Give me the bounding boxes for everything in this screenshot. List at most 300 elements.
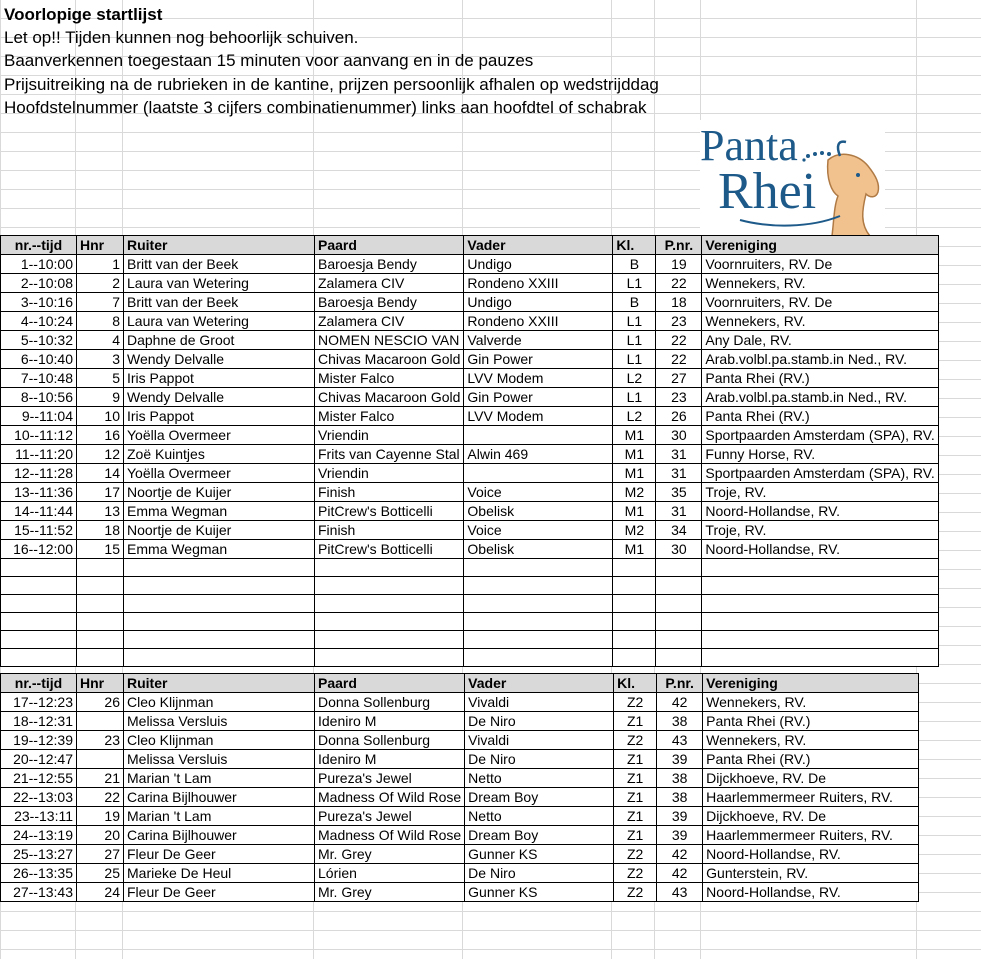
cell-nr-tijd[interactable]: 7--10:48 xyxy=(1,369,77,388)
cell-pnr[interactable]: 22 xyxy=(656,274,702,293)
cell-vader[interactable] xyxy=(464,464,613,483)
empty-cell[interactable] xyxy=(702,595,938,613)
cell-ruiter[interactable]: Wendy Delvalle xyxy=(124,350,315,369)
cell-ruiter[interactable]: Yoëlla Overmeer xyxy=(124,464,315,483)
cell-klasse[interactable]: L2 xyxy=(613,369,656,388)
cell-nr-tijd[interactable]: 25--13:27 xyxy=(1,845,77,864)
col-header-vereniging: Vereniging xyxy=(703,674,919,693)
cell-hnr[interactable]: 24 xyxy=(77,883,124,902)
cell-hnr[interactable]: 9 xyxy=(77,388,124,407)
empty-cell[interactable] xyxy=(124,559,315,577)
cell-paard[interactable]: Frits van Cayenne Stal xyxy=(315,445,464,464)
cell-vereniging[interactable]: Wennekers, RV. xyxy=(702,274,938,293)
cell-paard[interactable]: Lórien xyxy=(315,864,465,883)
empty-cell[interactable] xyxy=(464,613,613,631)
empty-cell[interactable] xyxy=(464,649,613,667)
cell-vereniging[interactable]: Troje, RV. xyxy=(702,483,938,502)
cell-nr-tijd[interactable]: 6--10:40 xyxy=(1,350,77,369)
cell-pnr[interactable]: 39 xyxy=(657,826,703,845)
empty-cell[interactable] xyxy=(656,559,702,577)
cell-pnr[interactable]: 30 xyxy=(656,540,702,559)
col-header-hnr: Hnr xyxy=(77,674,124,693)
cell-paard[interactable]: Madness Of Wild Rose xyxy=(315,788,465,807)
cell-pnr[interactable]: 39 xyxy=(657,807,703,826)
cell-vader[interactable]: Rondeno XXIII xyxy=(464,312,613,331)
table-row xyxy=(1,426,939,445)
empty-row xyxy=(1,577,939,595)
cell-vereniging[interactable]: Panta Rhei (RV.) xyxy=(703,750,919,769)
cell-klasse[interactable]: Z1 xyxy=(614,769,657,788)
cell-vader[interactable]: Vivaldi xyxy=(465,693,614,712)
empty-row xyxy=(1,631,939,649)
cell-nr-tijd[interactable]: 4--10:24 xyxy=(1,312,77,331)
empty-cell[interactable] xyxy=(656,613,702,631)
cell-klasse[interactable]: Z1 xyxy=(614,750,657,769)
cell-klasse[interactable]: M1 xyxy=(613,445,656,464)
cell-ruiter[interactable]: Emma Wegman xyxy=(124,540,315,559)
notice-line: Hoofdstelnummer (laatste 3 cijfers combinatienummer) links aan hoofdtel of schabrak xyxy=(4,98,647,117)
empty-cell[interactable] xyxy=(1,595,77,613)
cell-hnr[interactable]: 14 xyxy=(77,464,124,483)
cell-vereniging[interactable]: Sportpaarden Amsterdam (SPA), RV. xyxy=(702,426,938,445)
cell-vereniging[interactable]: Noord-Hollandse, RV. xyxy=(703,845,919,864)
cell-klasse[interactable]: M1 xyxy=(613,540,656,559)
cell-vader[interactable]: Gunner KS xyxy=(465,845,614,864)
cell-hnr[interactable]: 26 xyxy=(77,693,124,712)
cell-vader[interactable]: De Niro xyxy=(465,750,614,769)
empty-cell[interactable] xyxy=(613,595,656,613)
cell-vader[interactable]: Gin Power xyxy=(464,350,613,369)
empty-cell[interactable] xyxy=(77,649,124,667)
empty-cell[interactable] xyxy=(315,559,464,577)
cell-pnr[interactable]: 31 xyxy=(656,445,702,464)
cell-paard[interactable]: Vriendin xyxy=(315,464,464,483)
cell-ruiter[interactable]: Melissa Versluis xyxy=(124,750,315,769)
cell-vader[interactable]: Voice xyxy=(464,483,613,502)
cell-vader[interactable]: Undigo xyxy=(464,255,613,274)
cell-paard[interactable]: Baroesja Bendy xyxy=(315,255,464,274)
cell-vader[interactable]: Obelisk xyxy=(464,540,613,559)
cell-vader[interactable]: LVV Modem xyxy=(464,369,613,388)
cell-vader[interactable]: Voice xyxy=(464,521,613,540)
empty-cell[interactable] xyxy=(124,577,315,595)
cell-vader[interactable]: De Niro xyxy=(465,864,614,883)
cell-nr-tijd[interactable]: 12--11:28 xyxy=(1,464,77,483)
cell-hnr[interactable]: 3 xyxy=(77,350,124,369)
cell-paard[interactable]: Vriendin xyxy=(315,426,464,445)
cell-paard[interactable]: PitCrew's Botticelli xyxy=(315,540,464,559)
cell-ruiter[interactable]: Fleur De Geer xyxy=(124,883,315,902)
table-row xyxy=(1,731,919,750)
cell-klasse[interactable]: B xyxy=(613,293,656,312)
cell-klasse[interactable]: M2 xyxy=(613,483,656,502)
cell-paard[interactable]: Madness Of Wild Rose xyxy=(315,826,465,845)
empty-cell[interactable] xyxy=(77,559,124,577)
cell-vader[interactable]: Gunner KS xyxy=(465,883,614,902)
cell-nr-tijd[interactable]: 20--12:47 xyxy=(1,750,77,769)
cell-paard[interactable]: NOMEN NESCIO VAN xyxy=(315,331,464,350)
cell-hnr[interactable]: 25 xyxy=(77,864,124,883)
notice-line: Let op!! Tijden kunnen nog behoorlijk schuiven. xyxy=(4,28,359,47)
cell-hnr[interactable]: 27 xyxy=(77,845,124,864)
cell-pnr[interactable]: 23 xyxy=(656,388,702,407)
table-row xyxy=(1,788,919,807)
cell-paard[interactable]: Baroesja Bendy xyxy=(315,293,464,312)
empty-cell[interactable] xyxy=(702,559,938,577)
cell-hnr[interactable]: 12 xyxy=(77,445,124,464)
empty-cell[interactable] xyxy=(77,595,124,613)
col-header-klasse: Kl. xyxy=(614,674,657,693)
empty-cell[interactable] xyxy=(656,631,702,649)
cell-pnr[interactable]: 42 xyxy=(657,864,703,883)
cell-paard[interactable]: Ideniro M xyxy=(315,712,465,731)
cell-pnr[interactable]: 38 xyxy=(657,788,703,807)
empty-cell[interactable] xyxy=(613,559,656,577)
cell-pnr[interactable]: 22 xyxy=(656,331,702,350)
empty-cell[interactable] xyxy=(702,613,938,631)
cell-klasse[interactable]: M1 xyxy=(613,426,656,445)
cell-vereniging[interactable]: Haarlemmermeer Ruiters, RV. xyxy=(703,826,919,845)
empty-cell[interactable] xyxy=(77,613,124,631)
cell-pnr[interactable]: 43 xyxy=(657,731,703,750)
table-row xyxy=(1,293,939,312)
cell-vereniging[interactable]: Noord-Hollandse, RV. xyxy=(702,540,938,559)
cell-paard[interactable]: PitCrew's Botticelli xyxy=(315,502,464,521)
cell-hnr[interactable]: 2 xyxy=(77,274,124,293)
empty-cell[interactable] xyxy=(464,559,613,577)
cell-hnr[interactable]: 16 xyxy=(77,426,124,445)
cell-ruiter[interactable]: Laura van Wetering xyxy=(124,312,315,331)
empty-cell[interactable] xyxy=(1,649,77,667)
cell-klasse[interactable]: Z1 xyxy=(614,712,657,731)
cell-vereniging[interactable]: Arab.volbl.pa.stamb.in Ned., RV. xyxy=(702,388,938,407)
cell-vereniging[interactable]: Voornruiters, RV. De xyxy=(702,255,938,274)
cell-vereniging[interactable]: Wennekers, RV. xyxy=(702,312,938,331)
cell-vereniging[interactable]: Voornruiters, RV. De xyxy=(702,293,938,312)
cell-hnr[interactable]: 22 xyxy=(77,788,124,807)
cell-pnr[interactable]: 43 xyxy=(657,883,703,902)
cell-ruiter[interactable]: Cleo Klijnman xyxy=(124,693,315,712)
cell-pnr[interactable]: 18 xyxy=(656,293,702,312)
col-header-vader: Vader xyxy=(464,236,613,255)
cell-nr-tijd[interactable]: 16--12:00 xyxy=(1,540,77,559)
cell-klasse[interactable]: Z1 xyxy=(614,826,657,845)
col-header-nr-tijd: nr.--tijd xyxy=(1,236,77,255)
cell-hnr[interactable]: 13 xyxy=(77,502,124,521)
empty-cell[interactable] xyxy=(656,649,702,667)
cell-nr-tijd[interactable]: 5--10:32 xyxy=(1,331,77,350)
cell-pnr[interactable]: 38 xyxy=(657,712,703,731)
cell-vereniging[interactable]: Noord-Hollandse, RV. xyxy=(703,883,919,902)
table-row xyxy=(1,274,939,293)
col-header-vader: Vader xyxy=(465,674,614,693)
cell-vereniging[interactable]: Wennekers, RV. xyxy=(703,693,919,712)
cell-vereniging[interactable]: Haarlemmermeer Ruiters, RV. xyxy=(703,788,919,807)
cell-ruiter[interactable]: Carina Bijlhouwer xyxy=(124,788,315,807)
empty-cell[interactable] xyxy=(702,631,938,649)
empty-cell[interactable] xyxy=(315,613,464,631)
table-row xyxy=(1,464,939,483)
cell-hnr[interactable]: 21 xyxy=(77,769,124,788)
cell-nr-tijd[interactable]: 10--11:12 xyxy=(1,426,77,445)
cell-vader[interactable]: De Niro xyxy=(465,712,614,731)
cell-paard[interactable]: Pureza's Jewel xyxy=(315,769,465,788)
cell-ruiter[interactable]: Marian 't Lam xyxy=(124,807,315,826)
empty-cell[interactable] xyxy=(1,613,77,631)
cell-hnr[interactable]: 18 xyxy=(77,521,124,540)
col-header-ruiter: Ruiter xyxy=(124,674,315,693)
empty-row xyxy=(1,649,939,667)
cell-pnr[interactable]: 42 xyxy=(657,845,703,864)
cell-hnr[interactable]: 15 xyxy=(77,540,124,559)
col-header-vereniging: Vereniging xyxy=(702,236,938,255)
empty-cell[interactable] xyxy=(613,631,656,649)
cell-ruiter[interactable]: Wendy Delvalle xyxy=(124,388,315,407)
empty-cell[interactable] xyxy=(1,577,77,595)
cell-vereniging[interactable]: Dijckhoeve, RV. De xyxy=(703,807,919,826)
table-row xyxy=(1,540,939,559)
cell-hnr[interactable] xyxy=(77,750,124,769)
cell-hnr[interactable]: 7 xyxy=(77,293,124,312)
empty-cell[interactable] xyxy=(124,613,315,631)
empty-row xyxy=(1,559,939,577)
cell-pnr[interactable]: 23 xyxy=(656,312,702,331)
cell-pnr[interactable]: 34 xyxy=(656,521,702,540)
cell-klasse[interactable]: L1 xyxy=(613,350,656,369)
cell-ruiter[interactable]: Iris Pappot xyxy=(124,369,315,388)
cell-ruiter[interactable]: Zoë Kuintjes xyxy=(124,445,315,464)
empty-cell[interactable] xyxy=(702,577,938,595)
cell-ruiter[interactable]: Melissa Versluis xyxy=(124,712,315,731)
empty-cell[interactable] xyxy=(77,577,124,595)
cell-paard[interactable]: Donna Sollenburg xyxy=(315,693,465,712)
cell-vereniging[interactable]: Arab.volbl.pa.stamb.in Ned., RV. xyxy=(702,350,938,369)
cell-pnr[interactable]: 30 xyxy=(656,426,702,445)
cell-vader[interactable]: Netto xyxy=(465,807,614,826)
cell-klasse[interactable]: Z1 xyxy=(614,788,657,807)
cell-hnr[interactable]: 23 xyxy=(77,731,124,750)
cell-vader[interactable]: Rondeno XXIII xyxy=(464,274,613,293)
empty-cell[interactable] xyxy=(124,631,315,649)
cell-klasse[interactable]: L1 xyxy=(613,388,656,407)
cell-klasse[interactable]: B xyxy=(613,255,656,274)
cell-ruiter[interactable]: Britt van der Beek xyxy=(124,255,315,274)
cell-hnr[interactable]: 1 xyxy=(77,255,124,274)
cell-pnr[interactable]: 38 xyxy=(657,769,703,788)
cell-nr-tijd[interactable]: 13--11:36 xyxy=(1,483,77,502)
cell-vader[interactable]: Gin Power xyxy=(464,388,613,407)
cell-nr-tijd[interactable]: 23--13:11 xyxy=(1,807,77,826)
cell-paard[interactable]: Chivas Macaroon Gold xyxy=(315,350,464,369)
cell-pnr[interactable]: 27 xyxy=(656,369,702,388)
cell-nr-tijd[interactable]: 8--10:56 xyxy=(1,388,77,407)
empty-cell[interactable] xyxy=(613,613,656,631)
cell-pnr[interactable]: 22 xyxy=(656,350,702,369)
cell-paard[interactable]: Mister Falco xyxy=(315,407,464,426)
cell-hnr[interactable]: 20 xyxy=(77,826,124,845)
cell-vader[interactable]: Vivaldi xyxy=(465,731,614,750)
cell-nr-tijd[interactable]: 1--10:00 xyxy=(1,255,77,274)
page-title: Voorlopige startlijst xyxy=(4,5,163,24)
empty-cell[interactable] xyxy=(613,577,656,595)
cell-vader[interactable]: Obelisk xyxy=(464,502,613,521)
cell-pnr[interactable]: 31 xyxy=(656,502,702,521)
cell-nr-tijd[interactable]: 21--12:55 xyxy=(1,769,77,788)
empty-cell[interactable] xyxy=(124,649,315,667)
cell-vader[interactable]: Dream Boy xyxy=(465,826,614,845)
cell-nr-tijd[interactable]: 14--11:44 xyxy=(1,502,77,521)
cell-paard[interactable]: Zalamera CIV xyxy=(315,274,464,293)
table-row xyxy=(1,883,919,902)
cell-klasse[interactable]: L1 xyxy=(613,331,656,350)
cell-ruiter[interactable]: Daphne de Groot xyxy=(124,331,315,350)
cell-klasse[interactable]: Z1 xyxy=(614,807,657,826)
cell-klasse[interactable]: L1 xyxy=(613,312,656,331)
header-row xyxy=(1,236,939,255)
cell-paard[interactable]: Donna Sollenburg xyxy=(315,731,465,750)
cell-hnr[interactable]: 19 xyxy=(77,807,124,826)
cell-paard[interactable]: Finish xyxy=(315,483,464,502)
cell-klasse[interactable]: Z2 xyxy=(614,731,657,750)
cell-ruiter[interactable]: Noortje de Kuijer xyxy=(124,521,315,540)
cell-ruiter[interactable]: Cleo Klijnman xyxy=(124,731,315,750)
cell-nr-tijd[interactable]: 22--13:03 xyxy=(1,788,77,807)
cell-klasse[interactable]: M1 xyxy=(613,502,656,521)
cell-vereniging[interactable]: Dijckhoeve, RV. De xyxy=(703,769,919,788)
cell-vereniging[interactable]: Gunterstein, RV. xyxy=(703,864,919,883)
cell-paard[interactable]: Mister Falco xyxy=(315,369,464,388)
empty-cell[interactable] xyxy=(656,595,702,613)
cell-paard[interactable]: Ideniro M xyxy=(315,750,465,769)
cell-nr-tijd[interactable]: 26--13:35 xyxy=(1,864,77,883)
cell-ruiter[interactable]: Laura van Wetering xyxy=(124,274,315,293)
startlist-table-1 xyxy=(0,235,939,667)
cell-pnr[interactable]: 26 xyxy=(656,407,702,426)
cell-paard[interactable]: Pureza's Jewel xyxy=(315,807,465,826)
cell-paard[interactable]: Zalamera CIV xyxy=(315,312,464,331)
cell-ruiter[interactable]: Marieke De Heul xyxy=(124,864,315,883)
table-row xyxy=(1,388,939,407)
cell-ruiter[interactable]: Carina Bijlhouwer xyxy=(124,826,315,845)
cell-pnr[interactable]: 31 xyxy=(656,464,702,483)
cell-hnr[interactable] xyxy=(77,712,124,731)
cell-ruiter[interactable]: Iris Pappot xyxy=(124,407,315,426)
cell-klasse[interactable]: M1 xyxy=(613,464,656,483)
cell-klasse[interactable]: L1 xyxy=(613,274,656,293)
cell-ruiter[interactable]: Noortje de Kuijer xyxy=(124,483,315,502)
cell-vereniging[interactable]: Sportpaarden Amsterdam (SPA), RV. xyxy=(702,464,938,483)
empty-cell[interactable] xyxy=(315,595,464,613)
cell-nr-tijd[interactable]: 27--13:43 xyxy=(1,883,77,902)
cell-vader[interactable] xyxy=(464,426,613,445)
cell-vereniging[interactable]: Wennekers, RV. xyxy=(703,731,919,750)
cell-vereniging[interactable]: Troje, RV. xyxy=(702,521,938,540)
empty-cell[interactable] xyxy=(464,631,613,649)
cell-klasse[interactable]: Z2 xyxy=(614,883,657,902)
notice-line: Prijsuitreiking na de rubrieken in de kantine, prijzen persoonlijk afhalen op wedstrijddag xyxy=(4,75,659,94)
cell-ruiter[interactable]: Fleur De Geer xyxy=(124,845,315,864)
cell-paard[interactable]: Mr. Grey xyxy=(315,845,465,864)
empty-cell[interactable] xyxy=(315,649,464,667)
cell-paard[interactable]: Chivas Macaroon Gold xyxy=(315,388,464,407)
cell-vader[interactable]: Alwin 469 xyxy=(464,445,613,464)
cell-vader[interactable]: Undigo xyxy=(464,293,613,312)
table-row xyxy=(1,331,939,350)
cell-vader[interactable]: Valverde xyxy=(464,331,613,350)
empty-cell[interactable] xyxy=(124,595,315,613)
empty-cell[interactable] xyxy=(1,631,77,649)
cell-nr-tijd[interactable]: 2--10:08 xyxy=(1,274,77,293)
cell-nr-tijd[interactable]: 15--11:52 xyxy=(1,521,77,540)
empty-cell[interactable] xyxy=(1,559,77,577)
cell-pnr[interactable]: 19 xyxy=(656,255,702,274)
cell-pnr[interactable]: 39 xyxy=(657,750,703,769)
empty-cell[interactable] xyxy=(464,595,613,613)
cell-hnr[interactable]: 17 xyxy=(77,483,124,502)
empty-cell[interactable] xyxy=(315,631,464,649)
notice-line: Baanverkennen toegestaan 15 minuten voor aanvang en in de pauzes xyxy=(4,51,534,70)
cell-vereniging[interactable]: Panta Rhei (RV.) xyxy=(702,369,938,388)
cell-vereniging[interactable]: Panta Rhei (RV.) xyxy=(702,407,938,426)
table-row xyxy=(1,312,939,331)
empty-cell[interactable] xyxy=(613,649,656,667)
cell-nr-tijd[interactable]: 11--11:20 xyxy=(1,445,77,464)
col-header-paard: Paard xyxy=(315,674,465,693)
empty-row xyxy=(1,613,939,631)
cell-paard[interactable]: Finish xyxy=(315,521,464,540)
cell-hnr[interactable]: 4 xyxy=(77,331,124,350)
cell-nr-tijd[interactable]: 18--12:31 xyxy=(1,712,77,731)
cell-vereniging[interactable]: Noord-Hollandse, RV. xyxy=(702,502,938,521)
cell-vader[interactable]: LVV Modem xyxy=(464,407,613,426)
cell-vader[interactable]: Dream Boy xyxy=(465,788,614,807)
cell-ruiter[interactable]: Marian 't Lam xyxy=(124,769,315,788)
cell-klasse[interactable]: Z2 xyxy=(614,864,657,883)
cell-klasse[interactable]: M2 xyxy=(613,521,656,540)
cell-pnr[interactable]: 35 xyxy=(656,483,702,502)
cell-pnr[interactable]: 42 xyxy=(657,693,703,712)
cell-nr-tijd[interactable]: 9--11:04 xyxy=(1,407,77,426)
cell-klasse[interactable]: L2 xyxy=(613,407,656,426)
table-row xyxy=(1,350,939,369)
cell-hnr[interactable]: 5 xyxy=(77,369,124,388)
table-row xyxy=(1,712,919,731)
empty-cell[interactable] xyxy=(77,631,124,649)
empty-cell[interactable] xyxy=(315,577,464,595)
cell-vereniging[interactable]: Any Dale, RV. xyxy=(702,331,938,350)
cell-ruiter[interactable]: Emma Wegman xyxy=(124,502,315,521)
cell-vereniging[interactable]: Panta Rhei (RV.) xyxy=(703,712,919,731)
cell-vader[interactable]: Netto xyxy=(465,769,614,788)
cell-paard[interactable]: Mr. Grey xyxy=(315,883,465,902)
cell-hnr[interactable]: 10 xyxy=(77,407,124,426)
cell-nr-tijd[interactable]: 24--13:19 xyxy=(1,826,77,845)
cell-ruiter[interactable]: Britt van der Beek xyxy=(124,293,315,312)
cell-hnr[interactable]: 8 xyxy=(77,312,124,331)
cell-nr-tijd[interactable]: 19--12:39 xyxy=(1,731,77,750)
empty-cell[interactable] xyxy=(656,577,702,595)
empty-cell[interactable] xyxy=(464,577,613,595)
cell-nr-tijd[interactable]: 17--12:23 xyxy=(1,693,77,712)
cell-nr-tijd[interactable]: 3--10:16 xyxy=(1,293,77,312)
table-row xyxy=(1,807,919,826)
empty-cell[interactable] xyxy=(702,649,938,667)
cell-ruiter[interactable]: Yoëlla Overmeer xyxy=(124,426,315,445)
table-row xyxy=(1,521,939,540)
cell-vereniging[interactable]: Funny Horse, RV. xyxy=(702,445,938,464)
cell-klasse[interactable]: Z2 xyxy=(614,845,657,864)
cell-klasse[interactable]: Z2 xyxy=(614,693,657,712)
